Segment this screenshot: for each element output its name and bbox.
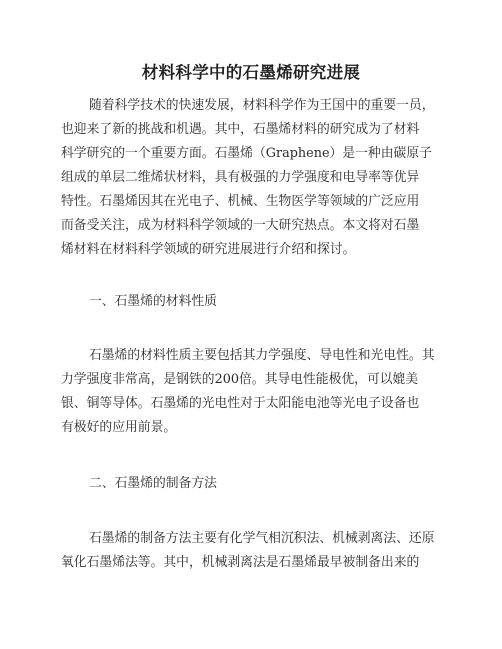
section-paragraph-properties	[61, 344, 441, 440]
paragraph-line: 特性。石墨烯因其在光电子、机械、生物医学等领域的广泛应用	[61, 194, 420, 209]
paragraph-line: 随着科学技术的快速发展，材料科学作为王国中的重要一员，	[89, 98, 435, 113]
paragraph-line: 而备受关注，成为材料科学领域的一大研究热点。本文将对石墨	[61, 218, 420, 233]
paragraph-line: 银、铜等导体。石墨烯的光电性对于太阳能电池等光电子设备也	[61, 396, 420, 411]
section-heading-preparation: 二、石墨烯的制备方法	[89, 476, 217, 491]
paragraph-line: 有极好的应用前景。	[61, 420, 177, 435]
paragraph-line: 科学研究的一个重要方面。石墨烯（Graphene）是一种由碳原子	[61, 146, 432, 161]
paragraph-line: 组成的单层二维烯状材料，具有极强的力学强度和电导率等优异	[61, 170, 420, 185]
paragraph-line: 氧化石墨烯法等。其中，机械剥离法是石墨烯最早被制备出来的	[61, 555, 420, 570]
paragraph-line: 也迎来了新的挑战和机遇。其中，石墨烯材料的研究成为了材料	[61, 122, 420, 137]
paragraph-line: 石墨烯的材料性质主要包括其力学强度、导电性和光电性。其	[89, 348, 435, 363]
paragraph-line: 力学强度非常高，是钢铁的200倍。其导电性能极优，可以媲美	[61, 372, 419, 387]
paragraph-line: 烯材料在材料科学领域的研究进展进行介绍和探讨。	[61, 242, 356, 257]
paragraph-line: 石墨烯的制备方法主要有化学气相沉积法、机械剥离法、还原	[89, 531, 435, 546]
section-paragraph-preparation	[61, 527, 441, 575]
intro-paragraph	[61, 94, 441, 262]
section-heading-properties: 一、石墨烯的材料性质	[89, 294, 217, 309]
document-title: 材料科学中的石墨烯研究进展	[141, 63, 361, 82]
